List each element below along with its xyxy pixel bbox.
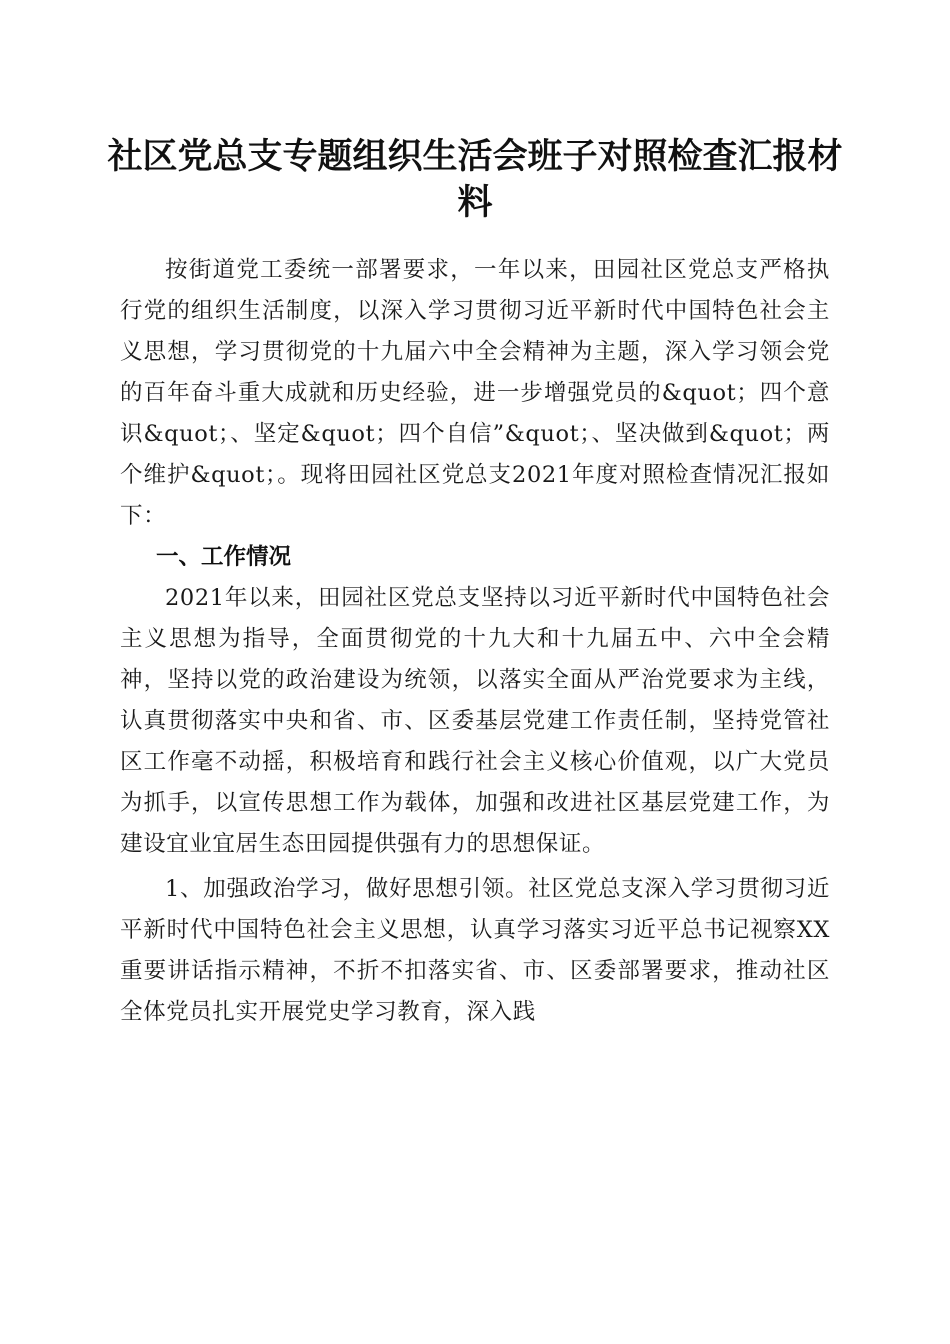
document-title: 社区党总支专题组织生活会班子对照检查汇报材料 (107, 136, 843, 223)
section-heading-work-status: 一、工作情况 (156, 544, 292, 570)
intro-paragraph: 按街道党工委统一部署要求，一年以来，田园社区党总支严格执行党的组织生活制度，以深入学习贯彻习近平新时代中国特色社会主义思想，学习贯彻党的十九届六中全会精神为主题，深入学习领会党的百年奋斗重大成就和历史经验，进一步增强党员的&quot；四个意识&quot；、坚定&quot；四个自信”&quot；、坚决做到&quot；两个维护&quot；。现将田园社区党总支2021年度对照检查情况汇报如下： (120, 257, 830, 529)
document-body (120, 250, 830, 1033)
work-status-paragraph: 2021年以来，田园社区党总支坚持以习近平新时代中国特色社会主义思想为指导，全面贯彻党的十九大和十九届五中、六中全会精神，坚持以党的政治建设为统领，以落实全面从严治党要求为主线，认真贯彻落实中央和省、市、区委基层党建工作责任制，坚持党管社区工作毫不动摇，积极培育和践行社会主义核心价值观，以广大党员为抓手，以宣传思想工作为载体，加强和改进社区基层党建工作，为建设宜业宜居生态田园提供强有力的思想保证。 (120, 585, 830, 857)
item-1-paragraph: 1、加强政治学习，做好思想引领。社区党总支深入学习贯彻习近平新时代中国特色社会主义思想，认真学习落实习近平总书记视察XX重要讲话指示精神，不折不扣落实省、市、区委部署要求，推动社区全体党员扎实开展党史学习教育，深入践 (120, 876, 830, 1025)
